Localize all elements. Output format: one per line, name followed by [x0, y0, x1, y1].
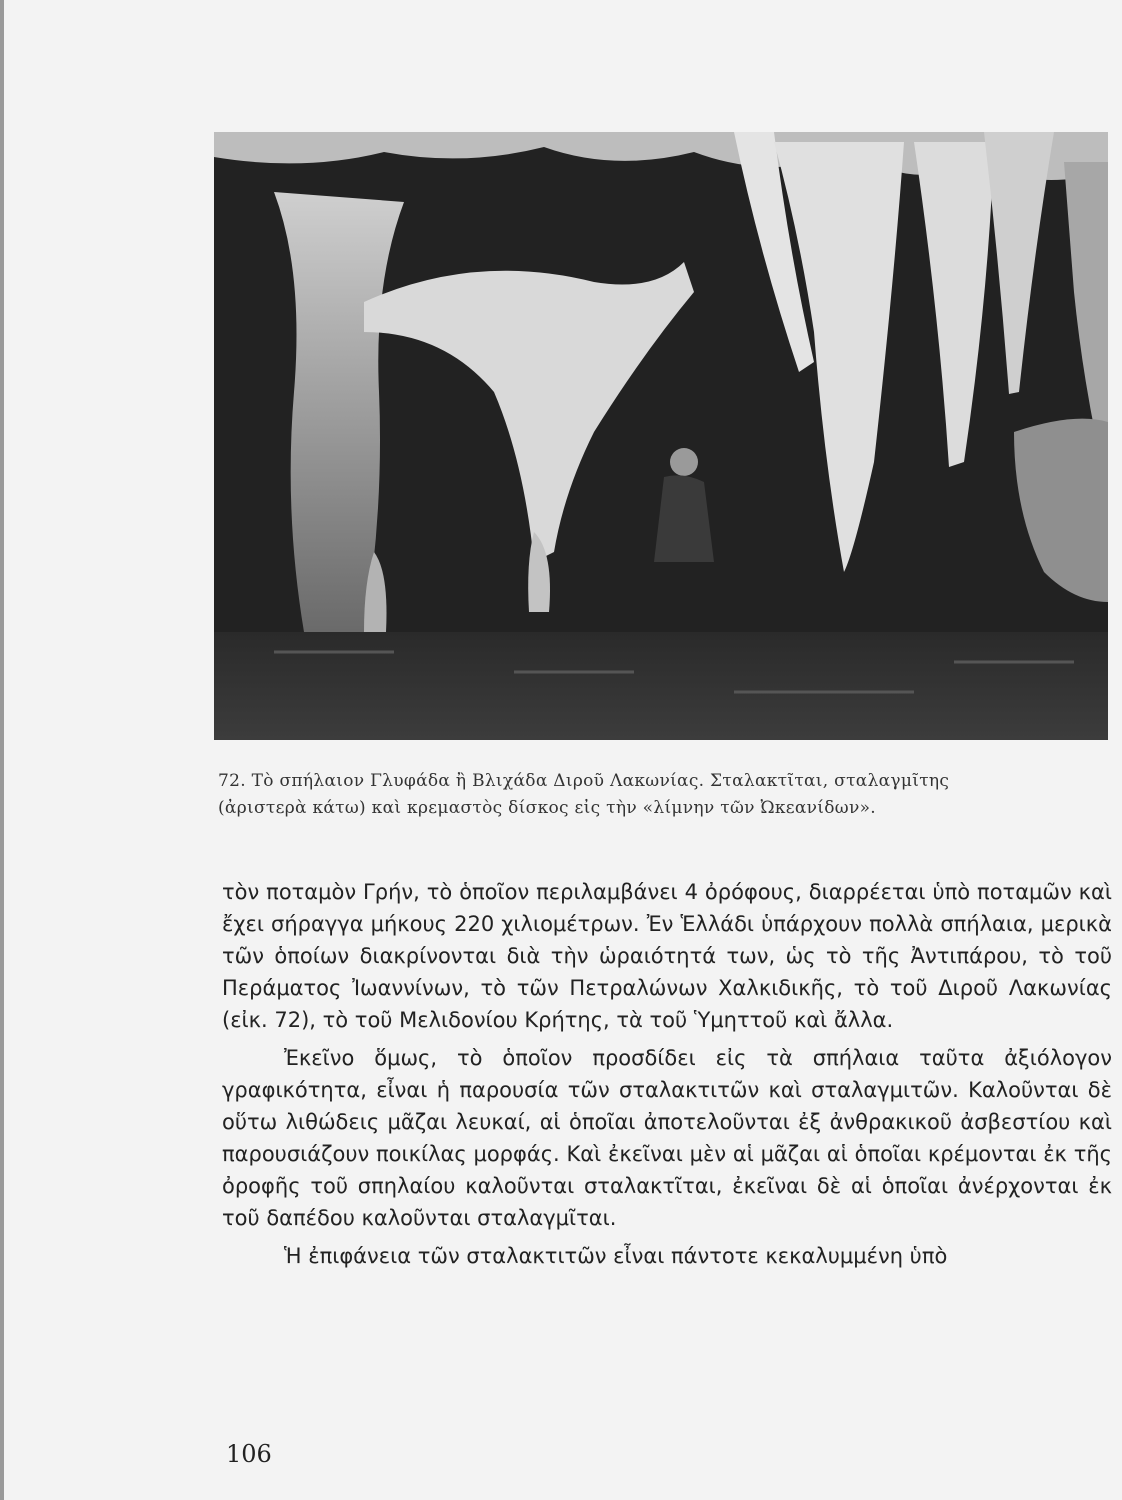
paragraph: τὸν ποταμὸν Γρήν, τὸ ὁποῖον περιλαμβάνει 4 ὀρόφους, διαρρέεται ὑπὸ ποταμῶν καὶ ἔχει σήραγγα μήκους 220 χιλιομέτρων. Ἐν Ἑλλάδι ὑπάρχουν πολλὰ σπήλαια, μερικὰ τῶν ὁποίων διακρίνονται διὰ τὴν ὡραιότητά των, ὡς τὸ τῆς Ἀντιπάρου, τὸ τοῦ Περάματος Ἰωαννίνων, τὸ τῶν Πετραλώνων Χαλκιδικῆς, τὸ τοῦ Διροῦ Λακωνίας (εἰκ. 72), τὸ τοῦ Μελιδονίου Κρήτης, τὰ τοῦ Ὑμηττοῦ καὶ ἄλλα. [222, 880, 1112, 1032]
page-edge [0, 0, 4, 1500]
paragraph: Ἡ ἐπιφάνεια τῶν σταλακτιτῶν εἶναι πάντοτε κεκαλυμμένη ὑπὸ [284, 1244, 948, 1268]
body-text [222, 876, 1112, 1272]
caption-line-1: 72. Τὸ σπήλαιον Γλυφάδα ἢ Βλιχάδα Διροῦ Λακωνίας. Σταλακτῖται, σταλαγμῖτης [218, 771, 950, 791]
figure-caption [218, 768, 1108, 822]
cave-photograph [214, 132, 1108, 740]
cave-illustration [214, 132, 1108, 740]
paragraph: Ἐκεῖνο ὅμως, τὸ ὁποῖον προσδίδει εἰς τὰ σπήλαια ταῦτα ἀξιόλογον γραφικότητα, εἶναι ἡ παρουσία τῶν σταλακτιτῶν καὶ σταλαγμιτῶν. Καλοῦνται δὲ οὕτω λιθώδεις μᾶζαι λευκαί, αἱ ὁποῖαι ἀποτελοῦνται ἐξ ἀνθρακικοῦ ἀσβεστίου καὶ παρουσιάζουν ποικίλας μορφάς. Καὶ ἐκεῖναι μὲν αἱ μᾶζαι αἱ ὁποῖαι κρέμονται ἐκ τῆς ὀροφῆς τοῦ σπηλαίου καλοῦνται σταλακτῖται, ἐκεῖναι δὲ αἱ ὁποῖαι ἀνέρχονται ἐκ τοῦ δαπέδου καλοῦνται σταλαγμῖται. [222, 1046, 1112, 1230]
page-number: 106 [226, 1440, 272, 1468]
caption-line-2: (ἀριστερὰ κάτω) καὶ κρεμαστὸς δίσκος εἰς τὴν «λίμνην τῶν Ὠκεανίδων». [218, 798, 876, 818]
